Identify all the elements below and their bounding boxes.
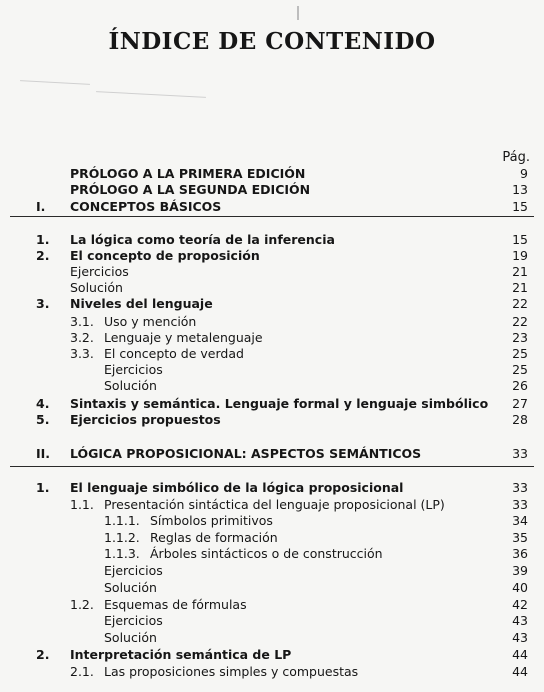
- toc-entry: [0, 630, 544, 646]
- toc-entry-page: 21: [512, 280, 528, 295]
- toc-entry-number: 3.3.: [70, 346, 94, 361]
- toc-entry-number: 2.: [36, 647, 50, 662]
- toc-entry-page: 34: [512, 513, 528, 528]
- toc-entry-text: CONCEPTOS BÁSICOS: [70, 199, 222, 214]
- chapter-rule: [10, 216, 534, 217]
- toc-entry-page: 9: [520, 166, 528, 181]
- scan-speck: [297, 6, 299, 20]
- toc-entry-text: LÓGICA PROPOSICIONAL: ASPECTOS SEMÁNTICOS: [70, 446, 422, 461]
- toc-entry: [0, 264, 544, 280]
- toc-entry-number: 1.2.: [70, 597, 94, 612]
- toc-entry-number: I.: [36, 199, 46, 214]
- toc-entry: [0, 613, 544, 629]
- toc-entry: [0, 513, 544, 529]
- toc-entry-text: El lenguaje simbólico de la lógica proposicional: [70, 480, 404, 495]
- toc-entry: [0, 248, 544, 264]
- toc-entry: [0, 232, 544, 248]
- toc-entry-text: Las proposiciones simples y compuestas: [104, 664, 359, 679]
- toc-entry-page: 26: [512, 378, 528, 393]
- toc-entry-text: PRÓLOGO A LA PRIMERA EDICIÓN: [70, 166, 306, 181]
- toc-entry: [0, 182, 544, 198]
- toc-entry-number: 4.: [36, 396, 50, 411]
- toc-entry-text: PRÓLOGO A LA SEGUNDA EDICIÓN: [70, 182, 311, 197]
- toc-entry-page: 43: [512, 630, 528, 645]
- toc-entry-page: 28: [512, 412, 528, 427]
- toc-entry: [0, 378, 544, 394]
- toc-entry: [0, 280, 544, 296]
- toc-entry-text: El concepto de verdad: [104, 346, 244, 361]
- toc-entry-page: 33: [512, 497, 528, 512]
- toc-entry-text: Ejercicios: [70, 264, 129, 279]
- toc-entry-page: 44: [512, 664, 528, 679]
- toc-entry-number: 1.1.: [70, 497, 94, 512]
- toc-entry-text: Ejercicios: [104, 613, 163, 628]
- toc-entry-text: Niveles del lenguaje: [70, 296, 213, 311]
- toc-entry: [0, 546, 544, 562]
- toc-entry: [0, 412, 544, 428]
- toc-entry-number: 1.: [36, 232, 50, 247]
- toc-entry-page: 15: [512, 232, 528, 247]
- toc-entry-text: Ejercicios: [104, 563, 163, 578]
- toc-entry-text: Esquemas de fórmulas: [104, 597, 247, 612]
- toc-entry-number: 1.1.3.: [104, 546, 140, 561]
- toc-chapter: [0, 199, 544, 215]
- toc-entry-page: 40: [512, 580, 528, 595]
- toc-entry-page: 25: [512, 362, 528, 377]
- toc-entry-text: Presentación sintáctica del lenguaje proposicional (LP): [104, 497, 445, 512]
- toc-entry-page: 43: [512, 613, 528, 628]
- toc-entry: [0, 362, 544, 378]
- toc-entry: [0, 330, 544, 346]
- toc-entry-page: 33: [512, 480, 528, 495]
- toc-chapter: [0, 446, 544, 462]
- toc-entry-page: 27: [512, 396, 528, 411]
- toc-entry-page: 13: [512, 182, 528, 197]
- toc-entry-page: 36: [512, 546, 528, 561]
- scan-scratch: [20, 80, 90, 85]
- toc-entry-page: 42: [512, 597, 528, 612]
- page-column-header: Pág.: [502, 150, 530, 165]
- toc-entry-text: Ejercicios: [104, 362, 163, 377]
- toc-entry-text: Solución: [104, 580, 157, 595]
- toc-entry-text: Solución: [104, 630, 157, 645]
- toc-entry: [0, 597, 544, 613]
- scan-scratch: [96, 91, 206, 98]
- toc-entry: [0, 396, 544, 412]
- toc-entry-number: 3.2.: [70, 330, 94, 345]
- toc-entry-text: Uso y mención: [104, 314, 197, 329]
- toc-entry-text: Solución: [70, 280, 123, 295]
- toc-entry-text: Lenguaje y metalenguaje: [104, 330, 263, 345]
- toc-entry: [0, 664, 544, 680]
- toc-entry-number: 2.: [36, 248, 50, 263]
- toc-entry-text: Árboles sintácticos o de construcción: [150, 546, 383, 561]
- toc-entry-page: 22: [512, 296, 528, 311]
- toc-entry-page: 19: [512, 248, 528, 263]
- toc-entry-number: 5.: [36, 412, 50, 427]
- toc-entry-page: 44: [512, 647, 528, 662]
- toc-entry-page: 22: [512, 314, 528, 329]
- chapter-rule: [10, 466, 534, 467]
- toc-entry-page: 35: [512, 530, 528, 545]
- toc-entry-text: Símbolos primitivos: [150, 513, 273, 528]
- toc-entry: [0, 497, 544, 513]
- toc-entry-page: 33: [512, 446, 528, 461]
- toc-entry: [0, 563, 544, 579]
- toc-entry-page: 39: [512, 563, 528, 578]
- toc-entry-text: Solución: [104, 378, 157, 393]
- toc-entry: [0, 580, 544, 596]
- toc-entry-number: II.: [36, 446, 51, 461]
- page-title: ÍNDICE DE CONTENIDO: [108, 28, 436, 55]
- toc-entry: [0, 314, 544, 330]
- toc-entry-page: 21: [512, 264, 528, 279]
- toc-entry-number: 3.: [36, 296, 50, 311]
- toc-entry-page: 15: [512, 199, 528, 214]
- toc-entry-text: La lógica como teoría de la inferencia: [70, 232, 335, 247]
- toc-entry-number: 1.1.2.: [104, 530, 140, 545]
- toc-entry-number: 3.1.: [70, 314, 94, 329]
- toc-entry: [0, 346, 544, 362]
- toc-entry-number: 1.1.1.: [104, 513, 140, 528]
- toc-entry-text: El concepto de proposición: [70, 248, 260, 263]
- toc-entry-text: Sintaxis y semántica. Lenguaje formal y lenguaje simbólico: [70, 396, 489, 411]
- toc-entry-text: Interpretación semántica de LP: [70, 647, 292, 662]
- toc-entry: [0, 530, 544, 546]
- toc-entry: [0, 480, 544, 496]
- toc-entry-page: 23: [512, 330, 528, 345]
- toc-entry-number: 2.1.: [70, 664, 94, 679]
- toc-entry-number: 1.: [36, 480, 50, 495]
- toc-entry: [0, 647, 544, 663]
- toc-entry: [0, 296, 544, 312]
- toc-entry-text: Reglas de formación: [150, 530, 278, 545]
- toc-entry-page: 25: [512, 346, 528, 361]
- toc-entry: [0, 166, 544, 182]
- toc-entry-text: Ejercicios propuestos: [70, 412, 221, 427]
